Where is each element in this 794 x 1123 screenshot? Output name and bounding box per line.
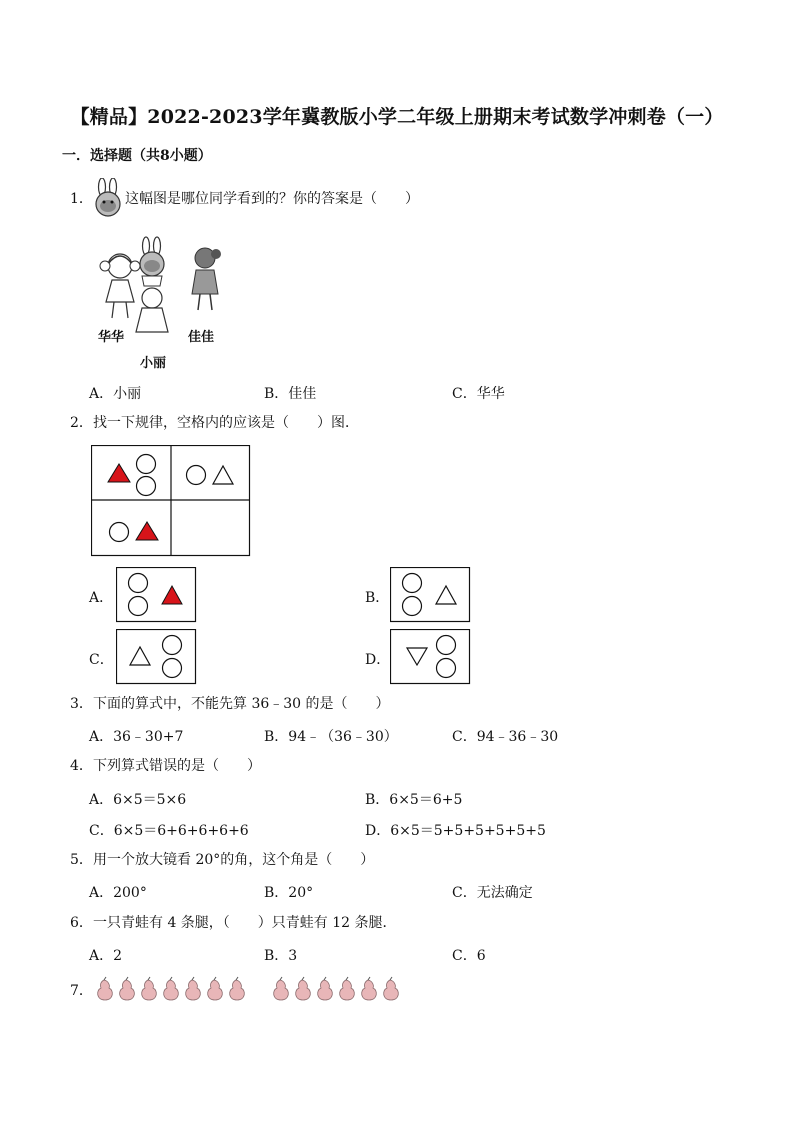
question-2-option-b-label[interactable]: B． bbox=[365, 590, 390, 606]
question-4-option-d[interactable]: D．6×5＝5+5+5+5+5+5 bbox=[365, 823, 546, 839]
question-4-number: 4． bbox=[70, 758, 93, 774]
question-4-option-b[interactable]: B．6×5＝6+5 bbox=[365, 792, 463, 808]
question-3-option-c[interactable]: C．94﹣36﹣30 bbox=[452, 729, 559, 745]
question-6-option-b[interactable]: B．3 bbox=[264, 948, 298, 964]
question-5-option-b[interactable]: B．20° bbox=[264, 885, 314, 901]
question-2-text: 找一下规律，空格内的应该是（ ）图． bbox=[93, 415, 359, 431]
question-5-option-c[interactable]: C．无法确定 bbox=[452, 885, 533, 901]
question-1-text: 这幅图是哪位同学看到的？你的答案是（ ） bbox=[125, 191, 419, 207]
rabbit-figure bbox=[140, 237, 164, 286]
pear-icon bbox=[208, 977, 223, 1000]
question-1-number: 1． bbox=[70, 191, 93, 207]
question-2-option-b-figure[interactable] bbox=[390, 567, 471, 623]
question-3-number: 3． bbox=[70, 696, 93, 712]
question-3-option-a[interactable]: A．36﹣30+7 bbox=[89, 729, 184, 745]
question-4-option-c[interactable]: C．6×5＝6+6+6+6+6 bbox=[89, 823, 249, 839]
question-5-number: 5． bbox=[70, 852, 93, 868]
question-3-option-b[interactable]: B．94﹣（36﹣30） bbox=[264, 729, 398, 745]
girl-xiaoli-figure bbox=[136, 288, 168, 332]
pear-icon bbox=[274, 977, 289, 1000]
rabbit-head-icon bbox=[93, 178, 123, 218]
pear-icon bbox=[318, 977, 333, 1000]
question-6-number: 6． bbox=[70, 915, 93, 931]
girl-huahua-figure bbox=[100, 254, 140, 318]
question-2-option-c-label[interactable]: C． bbox=[89, 652, 114, 668]
question-3-text: 下面的算式中，不能先算 36﹣30 的是（ ） bbox=[93, 696, 390, 712]
pear-icon bbox=[142, 977, 157, 1000]
pear-icon bbox=[362, 977, 377, 1000]
question-1-option-a[interactable]: A．小丽 bbox=[89, 386, 142, 402]
pear-icon bbox=[120, 977, 135, 1000]
question-6-option-a[interactable]: A．2 bbox=[89, 948, 123, 964]
pear-icon bbox=[230, 977, 245, 1000]
question-1-picture bbox=[92, 236, 228, 370]
pear-icon bbox=[98, 977, 113, 1000]
pattern-grid bbox=[91, 445, 253, 557]
pear-icon bbox=[340, 977, 355, 1000]
label-jiajia: 佳佳 bbox=[188, 330, 215, 345]
question-4-option-a[interactable]: A．6×5＝5×6 bbox=[89, 792, 187, 808]
question-1-option-b[interactable]: B．佳佳 bbox=[264, 386, 317, 402]
question-2-number: 2． bbox=[70, 415, 93, 431]
question-6-option-c[interactable]: C．6 bbox=[452, 948, 486, 964]
pear-group-right bbox=[270, 976, 412, 1002]
question-2-option-d-label[interactable]: D． bbox=[365, 652, 391, 668]
question-2-option-a-figure[interactable] bbox=[116, 567, 197, 623]
pear-icon bbox=[384, 977, 399, 1000]
section-heading: 一．选择题（共8小题） bbox=[62, 148, 212, 164]
question-1-option-c[interactable]: C．华华 bbox=[452, 386, 505, 402]
question-2-option-c-figure[interactable] bbox=[116, 629, 197, 685]
question-6-text: 一只青蛙有 4 条腿，（ ）只青蛙有 12 条腿． bbox=[93, 915, 397, 931]
question-4-text: 下列算式错误的是（ ） bbox=[93, 758, 261, 774]
kids-illustration bbox=[92, 236, 228, 336]
pear-icon bbox=[296, 977, 311, 1000]
question-5-text: 用一个放大镜看 20°的角，这个角是（ ） bbox=[93, 852, 375, 868]
question-2-option-a-label[interactable]: A． bbox=[89, 590, 114, 606]
page-title: 【精品】2022-2023学年冀教版小学二年级上册期末考试数学冲刺卷（一） bbox=[70, 106, 724, 128]
pear-group-left bbox=[94, 976, 254, 1002]
girl-jiajia-figure bbox=[192, 248, 221, 310]
pear-icon bbox=[164, 977, 179, 1000]
question-2-option-d-figure[interactable] bbox=[390, 629, 471, 685]
pear-icon bbox=[186, 977, 201, 1000]
question-5-option-a[interactable]: A．200° bbox=[89, 885, 147, 901]
label-huahua: 华华 bbox=[98, 330, 125, 345]
question-7-number: 7． bbox=[70, 983, 93, 999]
label-xiaoli: 小丽 bbox=[140, 356, 167, 371]
